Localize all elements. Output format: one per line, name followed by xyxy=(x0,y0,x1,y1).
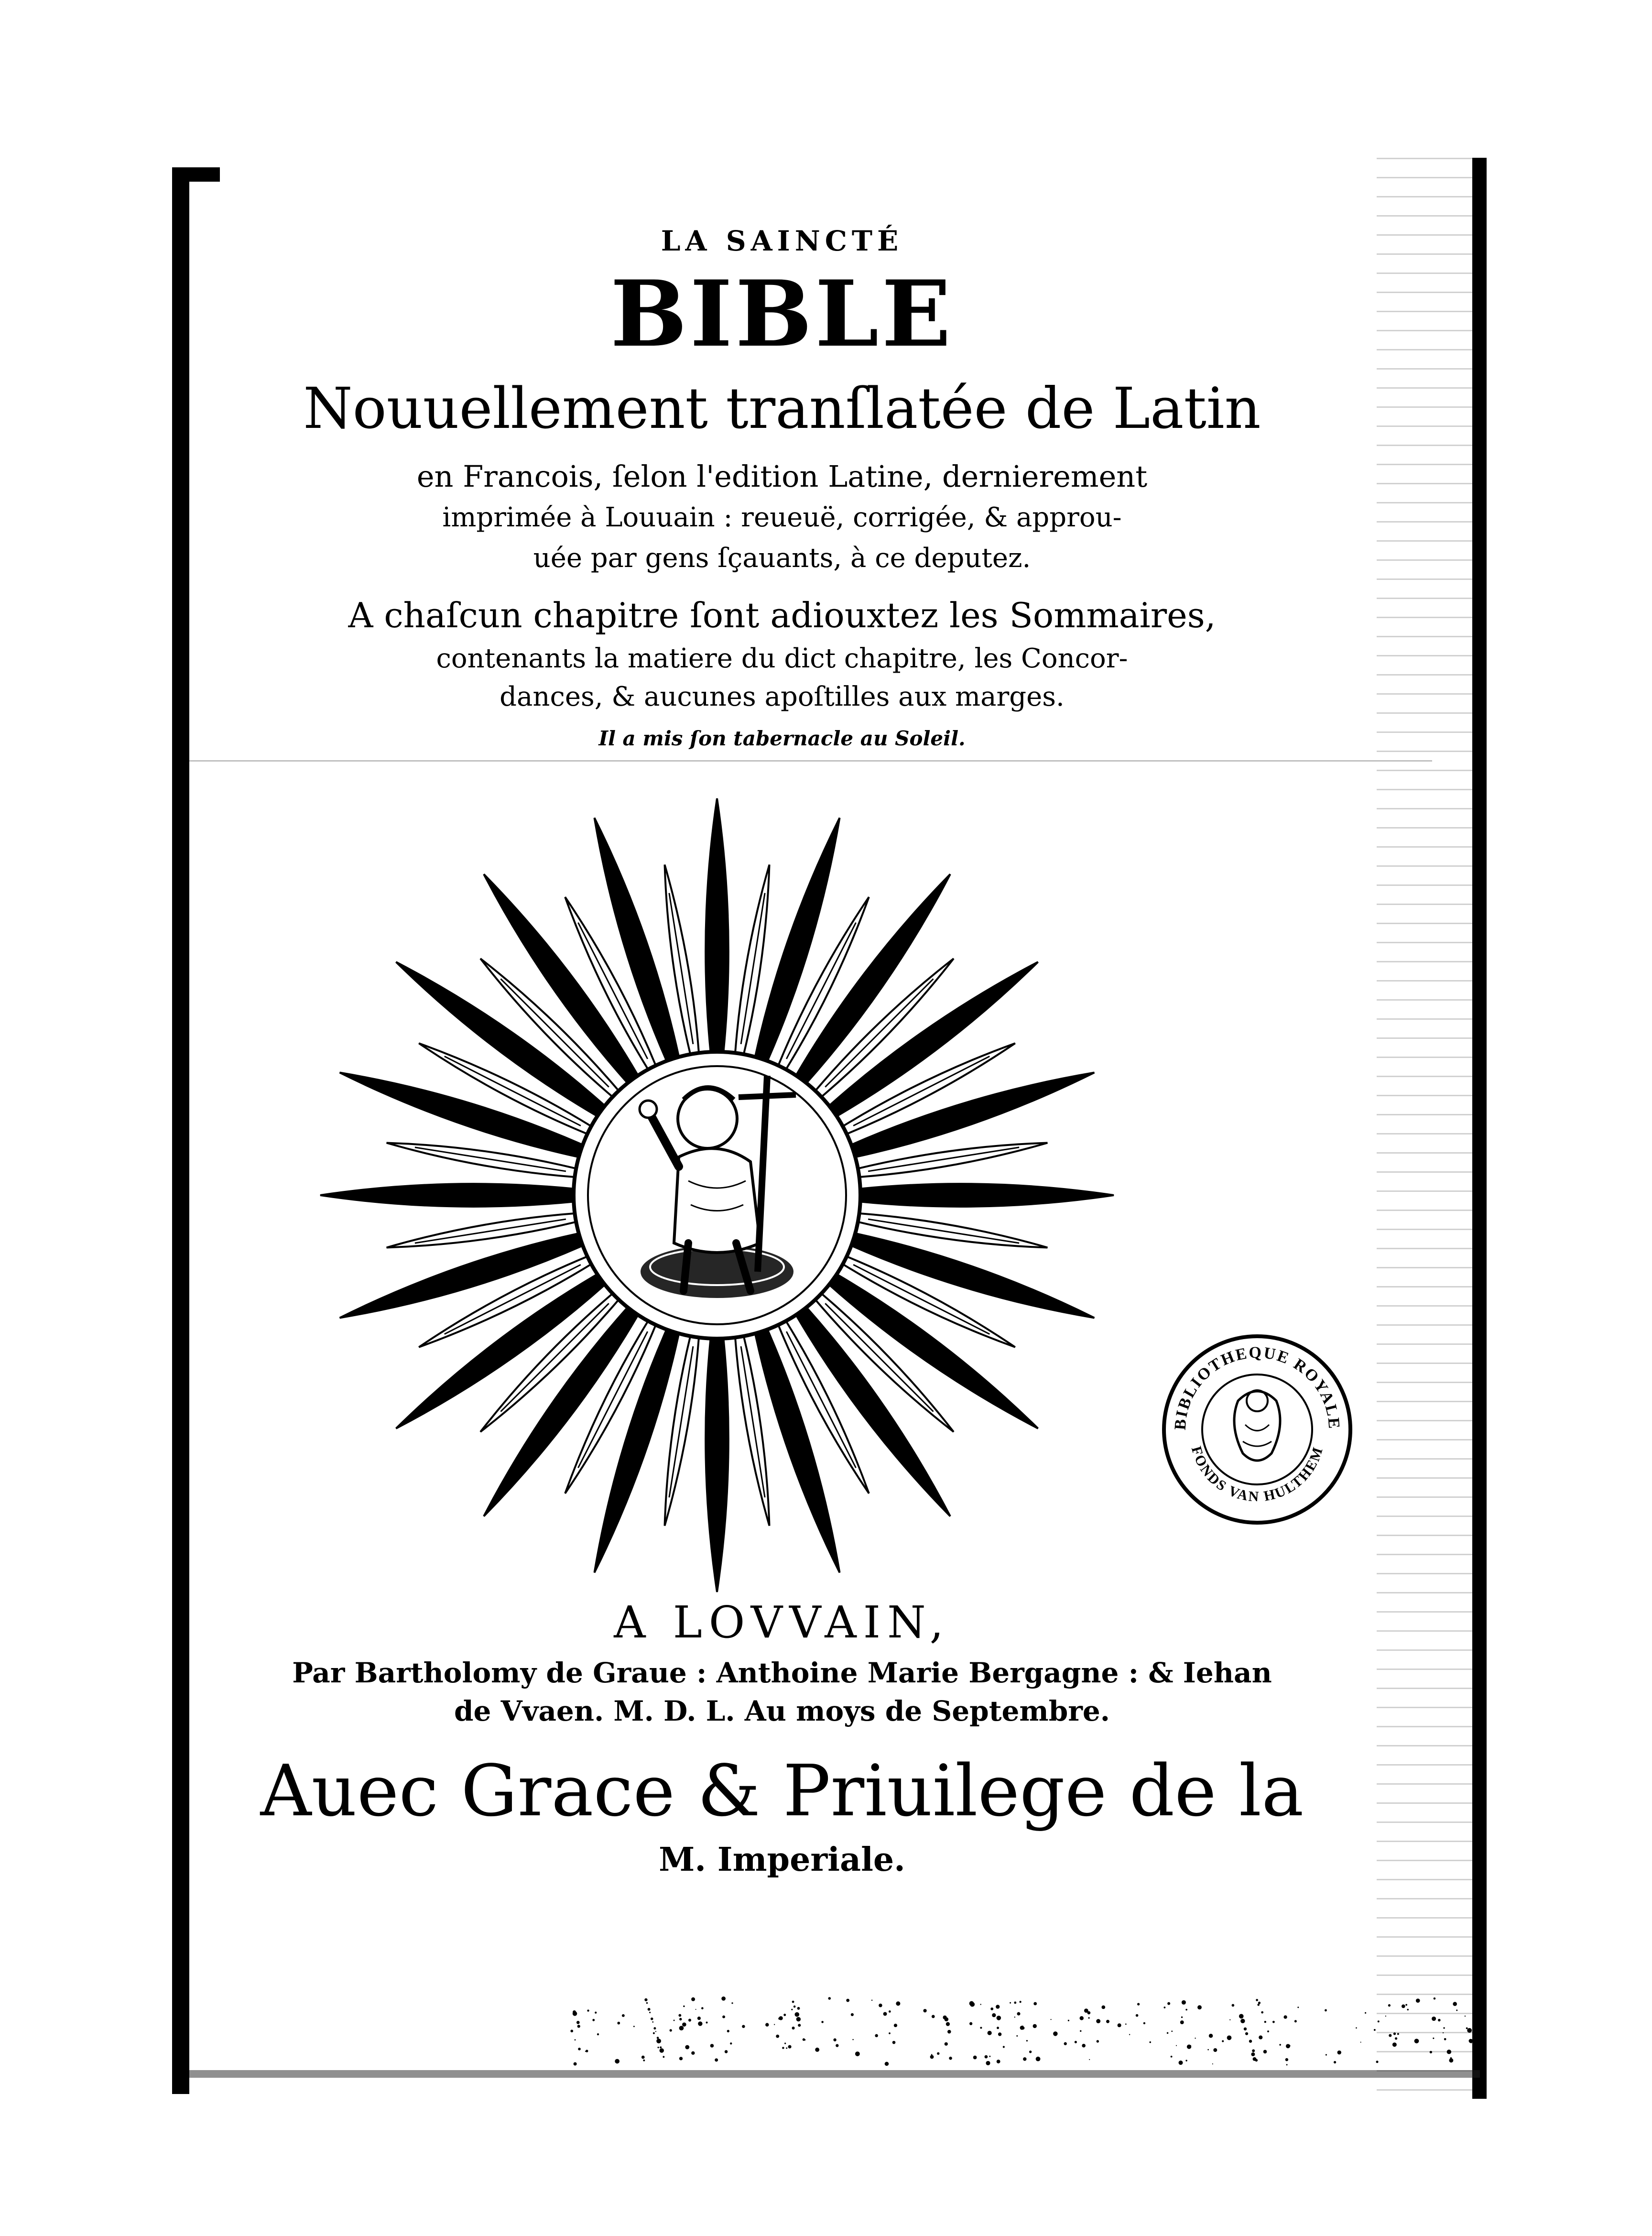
speckle xyxy=(1374,2029,1376,2031)
speckle xyxy=(725,2050,728,2053)
sun-woodcut-illustration xyxy=(306,784,1128,1606)
speckle xyxy=(1251,2052,1255,2056)
speckle xyxy=(1014,2017,1015,2018)
speckle xyxy=(1473,2053,1477,2057)
speckle xyxy=(988,2031,992,2035)
speckle xyxy=(1026,2040,1028,2041)
speckle xyxy=(945,2017,949,2021)
speckle xyxy=(1016,2035,1018,2037)
speckle xyxy=(1029,2051,1032,2053)
speckle xyxy=(1167,2002,1170,2005)
speckle xyxy=(574,2062,577,2065)
speckle xyxy=(1467,2028,1472,2033)
speckle xyxy=(1256,1999,1258,2001)
speckle xyxy=(784,2042,786,2044)
speckle xyxy=(1167,2032,1168,2034)
speckle xyxy=(1257,2004,1260,2006)
speckle xyxy=(1447,2050,1451,2054)
speckle xyxy=(783,2014,786,2016)
speckle xyxy=(1088,2017,1089,2018)
speckle xyxy=(969,2001,974,2006)
speckle xyxy=(1416,1998,1420,2003)
subtitle-line-2: en Francois, ſelon l'edition Latine, dernierement xyxy=(416,459,1148,494)
speckle xyxy=(1097,2040,1099,2042)
speckle xyxy=(828,1997,831,2000)
speckle xyxy=(1171,2030,1173,2032)
speckle xyxy=(1020,2001,1022,2003)
speckle xyxy=(1385,2016,1386,2017)
speckle xyxy=(1239,2014,1244,2019)
speckle xyxy=(786,2047,787,2049)
sun-ray-hatch xyxy=(741,1346,765,1497)
speckle xyxy=(617,2022,620,2025)
speckle xyxy=(682,2022,686,2027)
speckle xyxy=(710,2044,714,2048)
speckle xyxy=(1405,2004,1407,2006)
speckle xyxy=(1051,2019,1052,2020)
speckle xyxy=(1084,2008,1088,2013)
speckle xyxy=(1213,2048,1217,2052)
speckle xyxy=(576,2021,580,2024)
motto: Il a mis ſon tabernacle au Soleil. xyxy=(598,727,966,750)
speckle xyxy=(1465,2016,1466,2017)
speckle xyxy=(833,2039,836,2041)
sun-ray-hatch xyxy=(669,893,693,1044)
sun-ray xyxy=(706,1339,728,1592)
speckle xyxy=(782,2047,784,2049)
speckle xyxy=(1096,2019,1100,2023)
speckle xyxy=(727,2030,729,2032)
speckle xyxy=(797,2007,800,2010)
speckle xyxy=(1263,2050,1267,2054)
speckle xyxy=(1326,2054,1327,2055)
speckle xyxy=(679,2018,682,2020)
speckle xyxy=(1438,2019,1441,2022)
svg-text:FONDS VAN HULTHEM: FONDS VAN HULTHEM xyxy=(1188,1444,1326,1505)
sun-ray-hatch xyxy=(741,893,765,1044)
speckle xyxy=(592,2019,595,2021)
speckle xyxy=(1245,2032,1248,2035)
speckle xyxy=(794,2012,799,2017)
speckle xyxy=(1279,2044,1281,2046)
speckle xyxy=(578,2048,581,2051)
speckle xyxy=(1393,2032,1396,2035)
speckle xyxy=(1430,2051,1432,2053)
speckle xyxy=(1414,2039,1419,2043)
speckle xyxy=(660,2048,664,2052)
bottom-page-edge xyxy=(189,2070,1480,2078)
speckle xyxy=(1212,2063,1213,2064)
speckle xyxy=(641,2056,645,2059)
speckle xyxy=(1197,2005,1202,2009)
speckle xyxy=(573,2011,577,2016)
privilege-line-2: M. Imperiale. xyxy=(659,1841,905,1879)
speckle xyxy=(706,2021,708,2023)
speckle xyxy=(1252,2050,1255,2052)
right-page-edge-shadow xyxy=(1377,158,1487,2099)
speckle xyxy=(674,2020,675,2021)
speckle xyxy=(889,2010,891,2013)
speckle xyxy=(651,2018,653,2020)
speckle xyxy=(821,2021,824,2023)
speckle xyxy=(1089,2059,1090,2060)
speckle xyxy=(1181,2017,1183,2018)
speckle xyxy=(678,2014,681,2017)
speckle xyxy=(633,2026,635,2027)
subtitle-line-3: imprimée à Louuain : reueuë, corrigée, & approu- xyxy=(442,502,1122,533)
speckle xyxy=(997,2027,999,2029)
speckle xyxy=(1195,2038,1196,2039)
sun-ray-hatch xyxy=(868,1147,1019,1171)
speckle xyxy=(1443,2027,1445,2029)
speckle xyxy=(798,2024,801,2027)
sun-ray-hatch xyxy=(669,1346,693,1497)
summary-line-3: dances, & aucunes apoſtilles aux marges. xyxy=(500,681,1065,712)
speckle xyxy=(1389,2034,1391,2037)
speckle xyxy=(1118,2023,1121,2027)
speckle xyxy=(577,2025,580,2028)
speckle xyxy=(1249,2040,1252,2042)
speckle xyxy=(730,2042,732,2044)
speckle xyxy=(778,2018,781,2020)
speckle xyxy=(1125,2023,1127,2025)
speckle xyxy=(1227,2036,1232,2040)
speckle xyxy=(670,2029,672,2031)
speckle xyxy=(653,2032,655,2034)
speckle xyxy=(1444,2038,1446,2040)
speckle xyxy=(996,2005,1000,2008)
speckle xyxy=(1407,2009,1408,2010)
speckle xyxy=(815,2048,819,2052)
speckle xyxy=(836,2044,838,2047)
subtitle: Nouuellement tranſlatée de Latin xyxy=(303,375,1261,441)
speckle xyxy=(1185,2060,1187,2061)
speckle xyxy=(721,1996,726,2001)
speckle xyxy=(992,2013,996,2017)
speckle xyxy=(1182,2000,1186,2005)
speckle xyxy=(892,2041,896,2044)
speckle xyxy=(1432,2017,1436,2021)
speckle xyxy=(1137,2003,1140,2005)
speckle xyxy=(1337,2051,1341,2054)
speckle xyxy=(998,2032,1001,2036)
speckle xyxy=(1240,2019,1245,2023)
speckle xyxy=(791,2009,793,2010)
title-main: BIBLE xyxy=(610,261,954,367)
speckle xyxy=(1229,2019,1230,2020)
speckle xyxy=(1176,2045,1177,2046)
speckle xyxy=(648,2008,651,2011)
left-border-corner xyxy=(172,167,220,182)
speckle xyxy=(698,2021,702,2026)
speckle xyxy=(1207,2049,1209,2051)
speckle xyxy=(688,2019,691,2022)
speckle xyxy=(653,2027,656,2029)
speckle xyxy=(1395,2037,1397,2040)
speckle xyxy=(997,2060,1000,2063)
speckle xyxy=(652,2021,653,2023)
speckle xyxy=(1179,2061,1183,2065)
speckle xyxy=(852,2039,854,2040)
speckle xyxy=(1285,2058,1288,2061)
speckle xyxy=(1036,2057,1041,2061)
speckle xyxy=(804,2039,805,2040)
speckle xyxy=(1253,2057,1257,2061)
speckle xyxy=(649,2012,651,2013)
speckle xyxy=(1356,2027,1357,2029)
speckle xyxy=(1286,2064,1288,2065)
speckle xyxy=(1297,2007,1299,2008)
sun-ray-hatch xyxy=(868,1219,1019,1243)
speckle xyxy=(1143,2022,1145,2024)
speckle xyxy=(879,2004,882,2007)
speckle xyxy=(1022,2027,1024,2029)
speckle xyxy=(969,2022,972,2025)
speckle xyxy=(1453,2002,1457,2006)
speckle xyxy=(1360,2042,1361,2043)
speckle xyxy=(1378,2020,1380,2022)
speckle xyxy=(985,2055,988,2059)
speckle xyxy=(701,2007,704,2009)
speckle xyxy=(1272,2021,1275,2023)
speckle xyxy=(1014,2002,1016,2004)
speckle xyxy=(1283,2015,1287,2018)
speckle xyxy=(697,2017,701,2020)
privilege-line-1: Auec Grace & Priuilege de la xyxy=(260,1750,1304,1832)
speckle xyxy=(657,2047,659,2048)
speckle xyxy=(937,2052,939,2055)
speckle xyxy=(570,2029,573,2032)
speckle xyxy=(1129,2034,1130,2035)
speckle xyxy=(1023,2057,1026,2061)
speckle xyxy=(792,2001,794,2003)
speckle xyxy=(765,2023,769,2026)
speckle xyxy=(1101,2006,1105,2009)
speckle xyxy=(980,2027,982,2029)
speckle xyxy=(788,2045,792,2049)
speckle xyxy=(894,2024,897,2027)
speckle xyxy=(1010,2002,1011,2004)
subtitle-line-4: uée par gens ſçauants, à ce deputez. xyxy=(533,543,1031,574)
speckle xyxy=(932,2015,935,2018)
speckle xyxy=(1209,2034,1213,2038)
speckle xyxy=(1075,2041,1077,2043)
speckle xyxy=(774,2024,775,2025)
speckle xyxy=(586,2050,588,2052)
speckle xyxy=(1286,2044,1290,2048)
page-bottom-speckle xyxy=(189,1970,1480,2070)
speckle xyxy=(855,2051,860,2056)
speckle xyxy=(585,2051,586,2052)
speckle xyxy=(947,2030,951,2034)
speckle xyxy=(1080,2030,1081,2032)
speckle xyxy=(1470,2042,1472,2043)
speckle xyxy=(622,2014,625,2017)
speckle xyxy=(679,2057,683,2060)
speckle xyxy=(885,2062,889,2066)
speckle xyxy=(1187,2044,1191,2049)
speckle xyxy=(691,2051,695,2055)
speckle xyxy=(1053,2031,1058,2036)
speckle xyxy=(1294,2020,1297,2022)
speckle xyxy=(1434,1997,1436,2000)
speckle xyxy=(679,2026,684,2030)
speckle xyxy=(1388,2004,1391,2007)
speckle xyxy=(646,2002,648,2004)
speckle xyxy=(1106,2020,1109,2023)
svg-text:BIBLIOTHEQUE ROYALE: BIBLIOTHEQUE ROYALE xyxy=(1171,1343,1343,1431)
speckle xyxy=(997,2016,1001,2020)
speckle xyxy=(615,2059,620,2064)
speckle xyxy=(883,2012,887,2016)
speckle xyxy=(930,2055,934,2059)
speckle xyxy=(889,2032,891,2034)
speckle xyxy=(792,2027,795,2029)
speckle xyxy=(1082,2044,1086,2048)
speckle xyxy=(657,2037,659,2039)
sun-ray-hatch xyxy=(415,1219,566,1243)
imprint-printers: Par Bartholomy de Graue : Anthoine Marie Bergagne : & Iehan xyxy=(292,1657,1272,1689)
speckle xyxy=(989,2056,990,2057)
speckle xyxy=(1080,2016,1084,2020)
speckle xyxy=(1033,2024,1037,2028)
speckle xyxy=(986,2061,990,2065)
speckle xyxy=(685,2045,689,2050)
sun-ray xyxy=(860,1184,1114,1207)
imprint-date: de Vvaen. M. D. L. Au moys de Septembre. xyxy=(454,1695,1110,1727)
speckle xyxy=(1392,2042,1397,2047)
speckle xyxy=(990,2007,993,2010)
speckle xyxy=(1478,1999,1479,2000)
speckle xyxy=(660,2046,662,2048)
speckle xyxy=(1267,2030,1269,2032)
speckle xyxy=(1456,2009,1457,2011)
speckle xyxy=(1180,2020,1184,2024)
speckle xyxy=(575,2039,576,2040)
library-stamp-seal xyxy=(1157,1329,1358,1530)
speckle xyxy=(1443,2032,1444,2033)
speckle xyxy=(731,2002,733,2004)
speckle xyxy=(1003,2046,1005,2048)
speckle xyxy=(896,2001,900,2006)
speckle xyxy=(949,2057,952,2060)
ruled-line xyxy=(189,760,1432,762)
speckle xyxy=(643,2060,645,2061)
speckle xyxy=(1149,2041,1151,2043)
speckle xyxy=(973,2056,977,2060)
speckle xyxy=(587,2009,589,2011)
speckle xyxy=(1171,2056,1173,2058)
speckle xyxy=(875,2034,878,2038)
speckle xyxy=(1017,2012,1020,2016)
speckle xyxy=(945,2042,948,2046)
speckle xyxy=(923,2009,926,2012)
speckle xyxy=(1466,2027,1468,2029)
summary-line-2: contenants la matiere du dict chapitre, les Concor- xyxy=(436,643,1128,674)
speckle xyxy=(683,2006,685,2007)
speckle xyxy=(1264,2021,1266,2023)
speckle xyxy=(655,2031,656,2032)
speckle xyxy=(1334,2061,1336,2063)
right-page-border xyxy=(1472,158,1487,2099)
speckle xyxy=(846,1999,849,2002)
speckle xyxy=(946,2022,950,2026)
imprint-city: A LOVVAIN, xyxy=(614,1597,950,1648)
sun-ray xyxy=(320,1184,574,1207)
speckle xyxy=(871,2000,872,2001)
left-page-border xyxy=(172,167,189,2094)
speckle xyxy=(656,2039,661,2043)
speckle xyxy=(851,2013,854,2016)
summary-line-1: A chaſcun chapitre ſont adiouxtez les Sommaires, xyxy=(348,595,1216,635)
speckle xyxy=(793,2006,796,2008)
speckle xyxy=(1185,2009,1187,2011)
speckle xyxy=(597,2033,599,2035)
speckle xyxy=(1064,2042,1067,2045)
speckle xyxy=(1033,2002,1037,2006)
speckle xyxy=(1376,2061,1379,2063)
speckle xyxy=(1222,2040,1224,2042)
speckle xyxy=(796,2017,801,2021)
sun-ray-hatch xyxy=(415,1147,566,1171)
sun-ray xyxy=(706,798,728,1052)
speckle xyxy=(742,2025,745,2028)
speckle xyxy=(1232,2004,1235,2007)
speckle xyxy=(644,1998,647,2001)
speckle xyxy=(1402,2005,1405,2008)
speckle xyxy=(595,2012,597,2014)
speckle xyxy=(663,2056,664,2058)
speckle xyxy=(691,1997,695,2001)
speckle xyxy=(776,2035,779,2038)
speckle xyxy=(1244,2028,1247,2030)
speckle xyxy=(1325,2009,1327,2012)
title-small-caps: LA SAINCTÉ xyxy=(661,225,903,257)
speckle xyxy=(1261,2011,1263,2014)
speckle xyxy=(1365,2012,1366,2014)
speckle xyxy=(1397,2033,1399,2035)
speckle xyxy=(1450,2057,1452,2059)
speckle xyxy=(1163,2007,1165,2008)
speckle xyxy=(715,2058,718,2061)
speckle xyxy=(1259,2036,1262,2040)
speckle xyxy=(1136,2014,1139,2017)
speckle xyxy=(722,2016,725,2018)
speckle xyxy=(980,2004,981,2005)
speckle xyxy=(1433,2038,1434,2039)
speckle xyxy=(1068,2020,1069,2021)
